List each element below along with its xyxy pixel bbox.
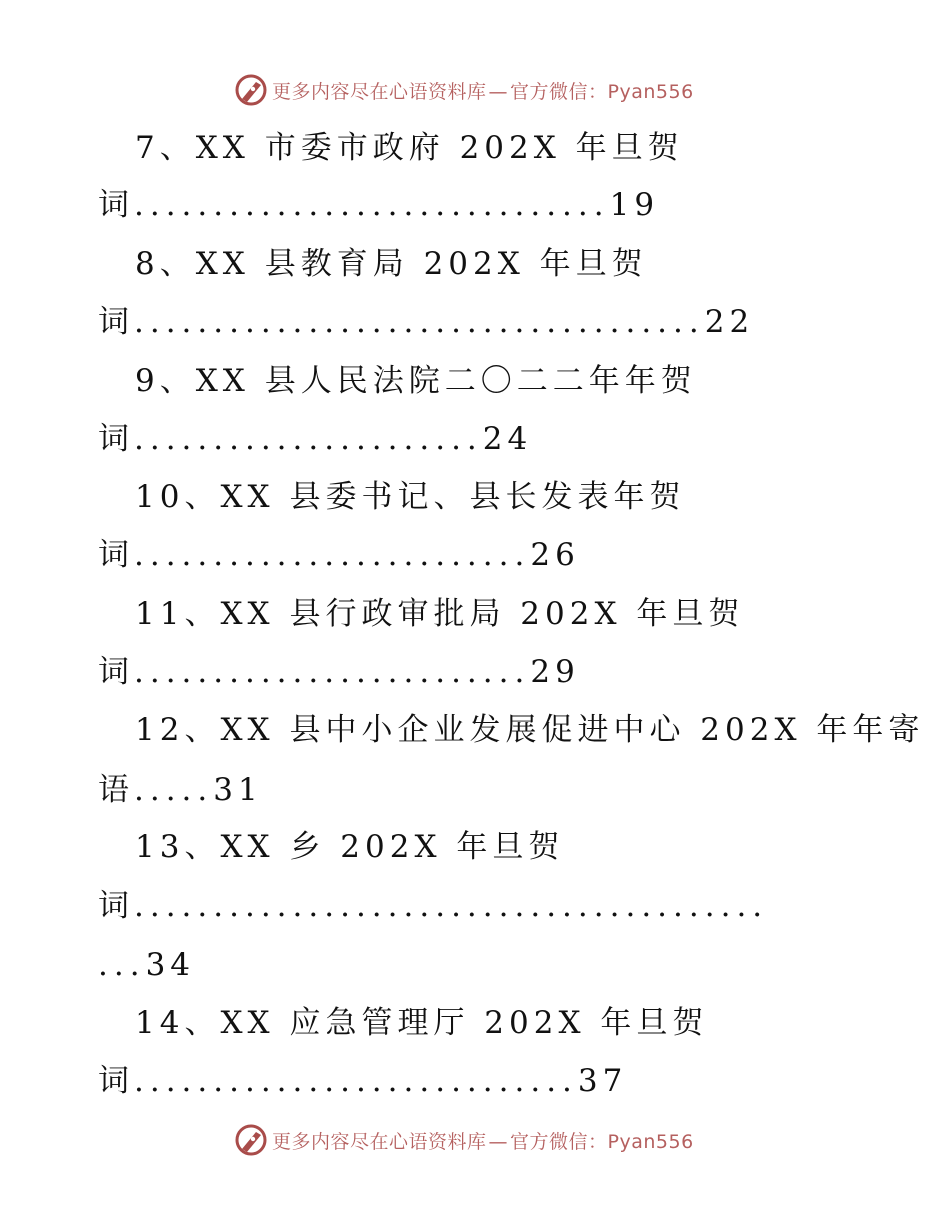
toc-entry-title: 12、XX 县中小企业发展促进中心 202X 年年寄 [135,712,925,748]
toc-entry-continuation: 词............................37 [98,1063,628,1099]
toc-page-number: 37 [577,1063,628,1099]
toc-leader-dots: ........................................ [134,888,769,924]
toc-entry-title: 13、XX 乡 202X 年旦贺 [135,829,565,865]
watermark-contact-label: 官方微信： [510,1130,608,1153]
toc-entry-title: 9、XX 县人民法院二〇二二年年贺 [135,363,697,399]
toc-page-number: 19 [609,187,660,223]
toc-entry-continuation [98,945,195,985]
toc-entry-title: 7、XX 市委市政府 202X 年旦贺 [135,130,684,166]
watermark-text: 更多内容尽在心语资料库 [272,1130,487,1153]
toc-entry-continuation: 词.........................26 [98,537,580,573]
toc-entry-title: 14、XX 应急管理厅 202X 年旦贺 [135,1005,709,1041]
toc-entry-title: 10、XX 县委书记、县长发表年贺 [135,479,686,515]
watermark-contact-label: 官方微信： [510,80,608,103]
toc-page-number: 26 [530,537,580,573]
toc-leader-dots: ......................... [134,654,531,690]
watermark-text: 更多内容尽在心语资料库 [272,80,487,103]
toc-entry-continuation: 词.........................29 [98,654,580,690]
watermark-dash: — [488,1130,509,1153]
toc-entry-continuation: 词..............................19 [98,187,660,223]
toc-entry-title: 11、XX 县行政审批局 202X 年旦贺 [135,596,745,632]
watermark-dash: — [488,80,509,103]
toc-leader-dots: ..... [134,772,214,808]
toc-leader-dots: .................................... [134,304,705,340]
toc-entry-continuation: 词........................................ [98,888,769,924]
toc-entry-continuation: 语.....31 [98,772,263,808]
watermark-contact-id: Pyan556 [607,80,694,103]
toc-leader-dots: ... [98,947,146,983]
toc-leader-dots: ......................... [134,537,531,573]
toc-page-number: 22 [704,304,755,340]
toc-entry-title: 8、XX 县教育局 202X 年旦贺 [135,246,648,282]
toc-page-number: 29 [530,654,580,690]
toc-leader-dots: ............................ [134,1063,578,1099]
toc-page-number: 31 [213,772,263,808]
toc-entry-continuation: 词......................24 [98,421,533,457]
toc-page-number: 34 [145,947,196,983]
toc-entry-continuation: 词....................................22 [98,304,755,340]
toc-leader-dots: ...................... [134,421,483,457]
pen-nib-logo-icon [234,1123,268,1157]
watermark-contact-id: Pyan556 [607,1130,694,1153]
watermark-banner-bottom [234,1120,694,1160]
toc-page-number: 24 [482,421,533,457]
toc-leader-dots: .............................. [134,187,610,223]
